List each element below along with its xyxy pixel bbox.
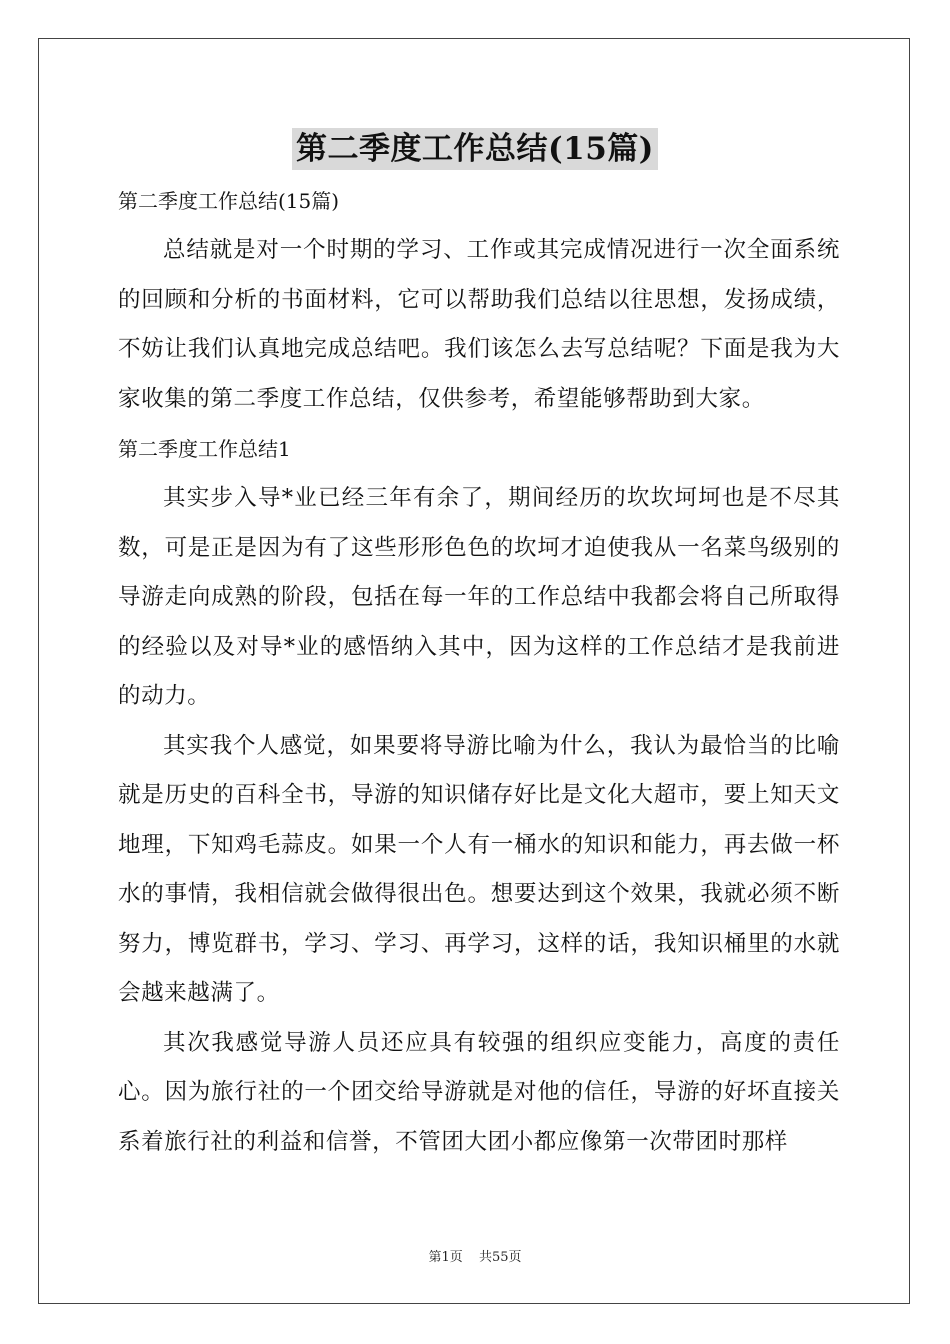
section-heading: 第二季度工作总结1: [118, 437, 291, 461]
document-body: [118, 176, 840, 1167]
body-paragraph: 其次我感觉导游人员还应具有较强的组织应变能力，高度的责任心。因为旅行社的一个团交给导游就是对他的信任，导游的好坏直接关系着旅行社的利益和信誉，不管团大团小都应像第一次带团时那样: [118, 1029, 840, 1155]
body-paragraph: 其实步入导*业已经三年有余了，期间经历的坎坎坷坷也是不尽其数，可是正是因为有了这些形形色色的坎坷才迫使我从一名菜鸟级别的导游走向成熟的阶段，包括在每一年的工作总结中我都会将自己所取得的经验以及对导*业的感悟纳入其中，因为这样的工作总结才是我前进的动力。: [118, 485, 840, 709]
title-container: [0, 128, 950, 170]
document-title: 第二季度工作总结(15篇): [292, 128, 658, 170]
page-footer: [0, 1246, 950, 1265]
body-paragraph: 其实我个人感觉，如果要将导游比喻为什么，我认为最恰当的比喻就是历史的百科全书，导游的知识储存好比是文化大超市，要上知天文地理，下知鸡毛蒜皮。如果一个人有一桶水的知识和能力，再去做一杯水的事情，我相信就会做得很出色。想要达到这个效果，我就必须不断努力，博览群书，学习、学习、再学习，这样的话，我知识桶里的水就会越来越满了。: [118, 732, 840, 1006]
page-number: 第1页: [428, 1250, 463, 1265]
page-total: 共55页: [478, 1250, 522, 1265]
intro-paragraph: 总结就是对一个时期的学习、工作或其完成情况进行一次全面系统的回顾和分析的书面材料，它可以帮助我们总结以往思想，发扬成绩，不妨让我们认真地完成总结吧。我们该怎么去写总结呢？下面是我为大家收集的第二季度工作总结，仅供参考，希望能够帮助到大家。: [118, 237, 840, 412]
document-subtitle: 第二季度工作总结(15篇): [118, 189, 340, 213]
